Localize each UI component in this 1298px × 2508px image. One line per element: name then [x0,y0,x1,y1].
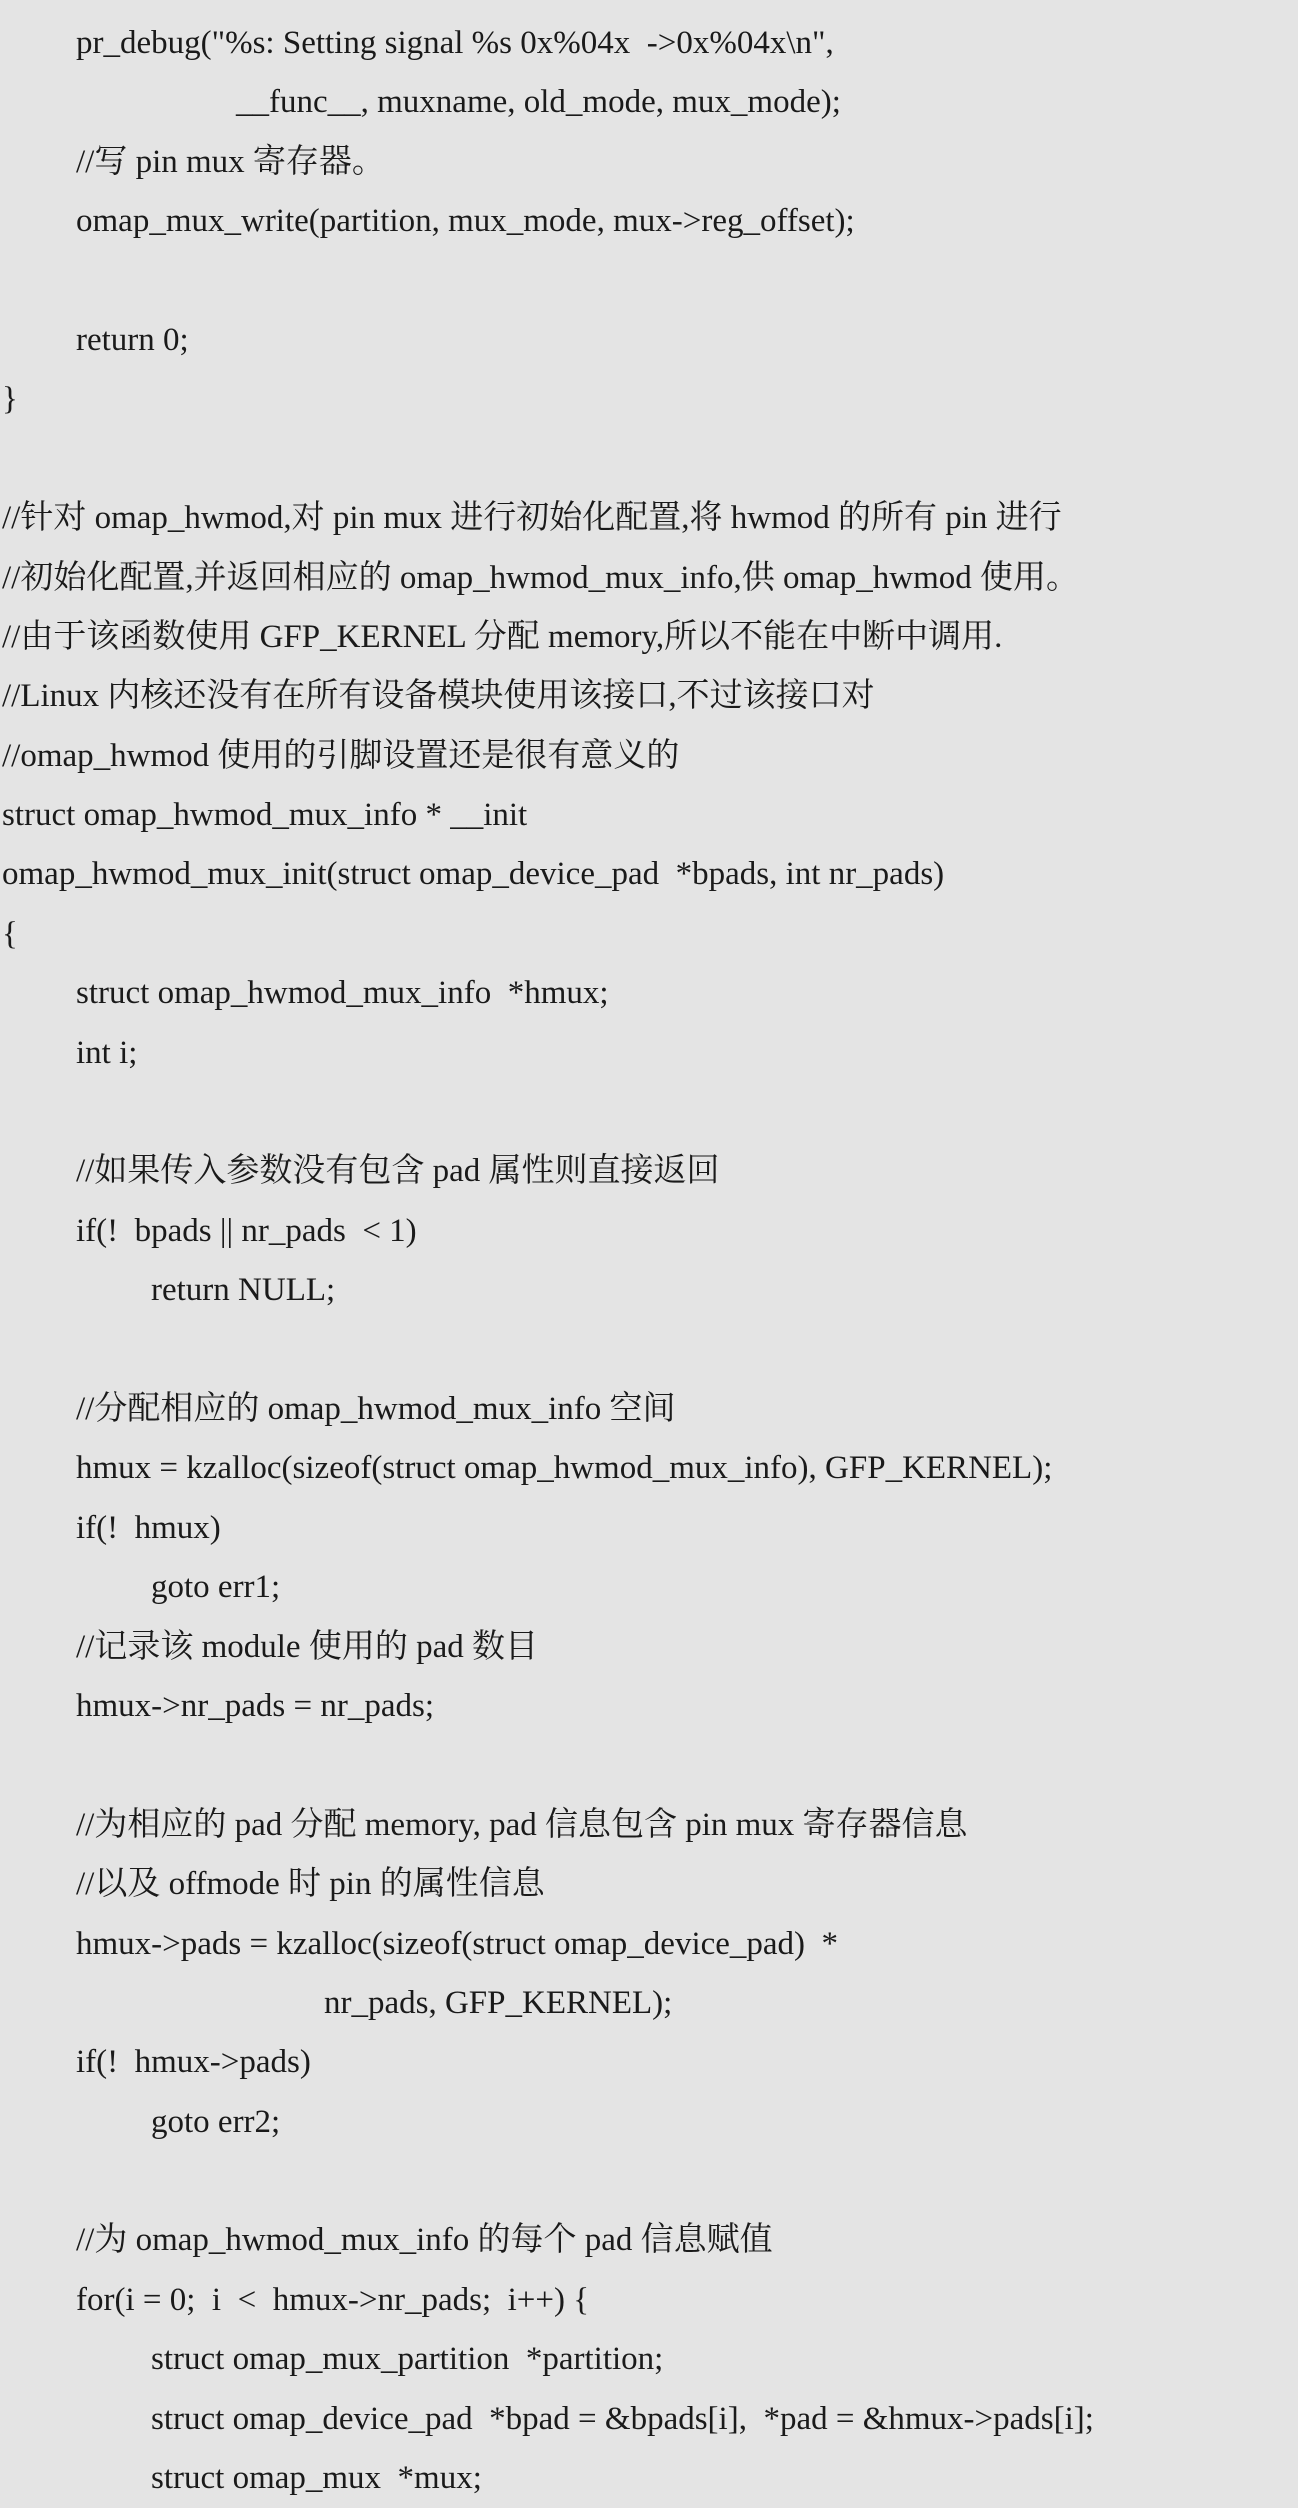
blank-line [0,1321,1298,1380]
code-listing [0,14,1298,2508]
code-line: struct omap_hwmod_mux_info *hmux; [76,975,609,1012]
code-line: struct omap_hwmod_mux_info * __init [2,797,528,834]
code-line: pr_debug("%s: Setting signal %s 0x%04x ->0x%04x\n", [76,25,834,61]
blank-line [0,1736,1298,1795]
code-line: omap_hwmod_mux_init(struct omap_device_pad *bpads, int nr_pads) [2,856,945,893]
code-line: //如果传入参数没有包含 pad 属性则直接返回 [76,1153,720,1190]
blank-line [0,252,1298,311]
code-line: struct omap_mux *mux; [151,2460,482,2497]
code-line: hmux = kzalloc(sizeof(struct omap_hwmod_mux_info), GFP_KERNEL); [76,1450,1053,1487]
code-line: //写 pin mux 寄存器。 [76,143,385,180]
code-line: goto err1; [151,1569,281,1606]
code-line: for(i = 0; i < hmux->nr_pads; i++) { [76,2281,590,2318]
blank-line [0,2152,1298,2211]
code-line: return 0; [76,321,189,358]
code-line: //omap_hwmod 使用的引脚设置还是很有意义的 [2,737,680,774]
blank-line [0,430,1298,489]
code-line: //为 omap_hwmod_mux_info 的每个 pad 信息赋值 [76,2222,773,2259]
code-line: nr_pads, GFP_KERNEL); [324,1984,673,2021]
code-line: //Linux 内核还没有在所有设备模块使用该接口,不过该接口对 [2,678,875,715]
code-line: omap_mux_write(partition, mux_mode, mux->reg_offset); [76,203,855,240]
code-line: hmux->pads = kzalloc(sizeof(struct omap_device_pad) * [76,1925,839,1962]
code-line: //由于该函数使用 GFP_KERNEL 分配 memory,所以不能在中断中调用. [2,618,1003,655]
code-line: return NULL; [151,1272,336,1309]
code-line: struct omap_device_pad *bpad = &bpads[i], *pad = &hmux->pads[i]; [151,2400,1094,2437]
blank-line [0,1083,1298,1142]
code-line: //以及 offmode 时 pin 的属性信息 [76,1866,545,1903]
code-line: } [2,381,18,418]
code-line: if(! bpads || nr_pads < 1) [76,1212,417,1249]
code-line: struct omap_mux_partition *partition; [151,2341,664,2378]
code-line: if(! hmux->pads) [76,2044,311,2081]
code-line: //初始化配置,并返回相应的 omap_hwmod_mux_info,供 omap_hwmod 使用。 [2,559,1080,596]
code-line: __func__, muxname, old_mode, mux_mode); [236,84,841,121]
code-line: hmux->nr_pads = nr_pads; [76,1687,435,1724]
code-line: //针对 omap_hwmod,对 pin mux 进行初始化配置,将 hwmod 的所有 pin 进行 [2,500,1062,537]
code-line: int i; [76,1034,138,1071]
code-line: //为相应的 pad 分配 memory, pad 信息包含 pin mux 寄存器信息 [76,1806,968,1843]
code-line: //记录该 module 使用的 pad 数目 [76,1628,538,1665]
code-line: //分配相应的 omap_hwmod_mux_info 空间 [76,1390,676,1427]
code-line: { [2,915,18,952]
code-line: goto err2; [151,2103,281,2140]
code-line: if(! hmux) [76,1509,221,1546]
